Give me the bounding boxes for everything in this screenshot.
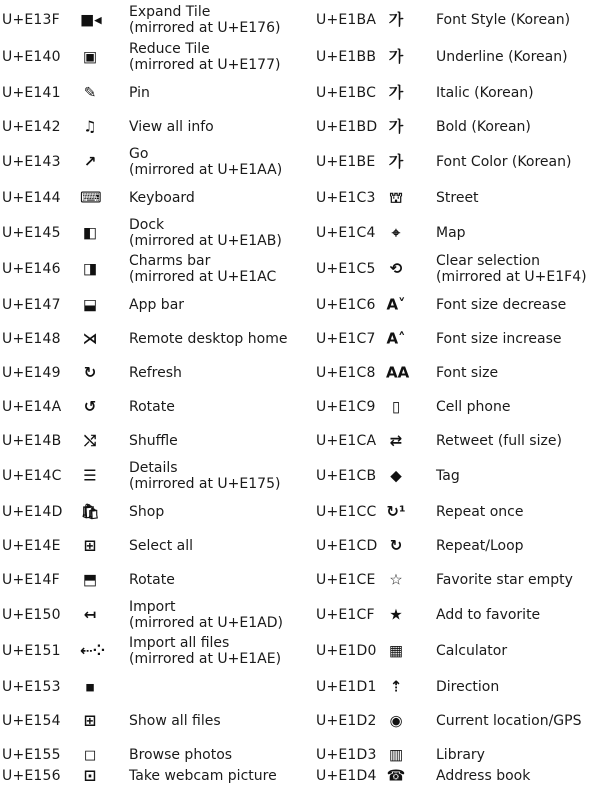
glyph-table-row [0,252,300,286]
glyph-description [436,768,530,784]
glyph-description [436,154,571,170]
codepoint-label: U+E14D [2,504,63,520]
glyph-table-row [314,670,600,704]
glyph-description [436,190,479,206]
codepoint-label: U+E142 [2,119,61,135]
codepoint-label: U+E1BB [316,49,377,65]
font-color-korean-icon: 가 [388,152,404,171]
glyph-table-row [314,322,600,356]
description-line-1: Select all [129,538,193,554]
glyph-description [436,365,498,381]
description-line-1: Dock [129,217,165,233]
map-icon: ⌖ [391,223,401,242]
description-line-1: Add to favorite [436,607,541,623]
description-line-1: App bar [129,297,185,313]
browse-photos-icon: ◻ [83,745,97,764]
description-line-1: Details [129,460,178,476]
current-location-icon: ◉ [389,711,403,730]
codepoint-label: U+E1BE [316,154,376,170]
description-line-1: Import [129,599,176,615]
codepoint-label: U+E144 [2,190,61,206]
description-line-2: (mirrored at U+E175) [129,476,281,492]
glyph-table-row [314,598,600,632]
go-arrow-icon: ↗ [83,152,97,171]
description-line-2: (mirrored at U+E177) [129,57,281,73]
description-line-1: Tag [436,468,460,484]
codepoint-label: U+E1BC [316,85,377,101]
view-all-info-icon: ♫ [83,117,97,136]
codepoint-label: U+E1D4 [316,768,377,784]
description-line-1: Keyboard [129,190,195,206]
codepoint-label: U+E141 [2,85,61,101]
codepoint-label: U+E1CE [316,572,376,588]
description-line-1: Library [436,747,485,763]
description-line-2: (mirrored at U+E1AA) [129,162,283,178]
codepoint-label: U+E1BD [316,119,378,135]
codepoint-label: U+E156 [2,768,61,784]
glyph-description [436,119,531,135]
codepoint-label: U+E1CD [316,538,378,554]
glyph-description [436,253,587,285]
dock-icon: ◧ [82,223,98,242]
glyph-table-row [0,495,300,529]
glyph-description [129,217,282,249]
codepoint-label: U+E1CA [316,433,377,449]
details-icon: ☰ [83,466,97,485]
codepoint-label: U+E1CF [316,607,375,623]
repeat-loop-icon: ↻ [389,536,403,555]
description-line-1: Current location/GPS [436,713,582,729]
codepoint-label: U+E147 [2,297,61,313]
glyph-table-row [0,216,300,250]
glyph-table-row [314,216,600,250]
app-bar-icon: ⬓ [82,295,98,314]
glyph-description [129,572,175,588]
description-line-1: Cell phone [436,399,511,415]
glyph-description [129,146,282,178]
description-line-1: Retweet (full size) [436,433,562,449]
codepoint-label: U+E154 [2,713,61,729]
shuffle-icon: ⤭ [83,431,96,450]
library-icon: ▥ [388,745,404,764]
glyph-table-row [0,634,300,668]
glyph-table-row [0,759,300,793]
select-all-icon: ⊞ [83,536,97,555]
description-line-1: Address book [436,768,531,784]
description-line-1: Shop [129,504,165,520]
glyph-table-row [314,356,600,390]
glyph-description [436,331,562,347]
codepoint-label: U+E13F [2,12,60,28]
description-line-1: Go [129,146,149,162]
glyph-table-row [314,529,600,563]
codepoint-label: U+E146 [2,261,61,277]
codepoint-label: U+E148 [2,331,61,347]
favorite-star-empty-icon: ☆ [389,570,403,589]
font-size-icon: AA [386,363,410,382]
glyph-table-row [0,40,300,74]
clear-selection-icon: ⟲ [389,259,403,278]
glyph-table-row [314,181,600,215]
description-line-1: Remote desktop home [129,331,288,347]
glyph-description [436,433,562,449]
glyph-description [129,433,178,449]
codepoint-label: U+E153 [2,679,61,695]
glyph-table-row [0,704,300,738]
codepoint-label: U+E1CB [316,468,377,484]
small-square-icon: ▪ [84,677,96,696]
codepoint-label: U+E1D3 [316,747,377,763]
description-line-1: Bold (Korean) [436,119,531,135]
description-line-1: Direction [436,679,500,695]
pin-icon: ✎ [83,83,97,102]
glyph-description [436,225,466,241]
glyph-description [436,399,510,415]
description-line-1: Shuffle [129,433,178,449]
underline-korean-icon: 가 [388,47,404,66]
glyph-description [129,713,221,729]
description-line-1: Underline (Korean) [436,49,568,65]
description-line-2: (mirrored at U+E1AC [129,269,277,285]
tag-icon: ◆ [390,466,402,485]
import-icon: ↤ [83,605,97,624]
codepoint-label: U+E1C7 [316,331,376,347]
glyph-description [129,190,195,206]
codepoint-label: U+E1C6 [316,297,376,313]
import-all-files-icon: ⇠⁘ [80,641,106,660]
remote-desktop-home-icon: ⋊ [82,329,98,348]
codepoint-label: U+E14E [2,538,61,554]
description-line-1: Take webcam picture [129,768,277,784]
description-line-2: (mirrored at U+E1AD) [129,615,283,631]
show-all-files-icon: ⊞ [83,711,97,730]
glyph-description [129,41,280,73]
description-line-1: Browse photos [129,747,233,763]
description-line-1: Italic (Korean) [436,85,534,101]
description-line-2: (mirrored at U+E176) [129,20,281,36]
glyph-description [129,85,150,101]
codepoint-label: U+E1C8 [316,365,376,381]
bold-korean-icon: 가 [388,117,404,136]
glyph-description [129,297,184,313]
glyph-table-row [0,424,300,458]
glyph-description [129,4,280,36]
glyph-description [436,468,460,484]
codepoint-label: U+E1D0 [316,643,377,659]
font-style-korean-icon: 가 [388,10,404,29]
glyph-description [436,297,566,313]
glyph-table-row [314,704,600,738]
glyph-description [129,253,276,285]
expand-tile-icon: ■◂ [80,10,102,29]
glyph-table-row [0,322,300,356]
glyph-table-row [0,3,300,37]
codepoint-label: U+E150 [2,607,61,623]
description-line-1: Street [436,190,479,206]
glyph-table-row [314,563,600,597]
glyph-description [129,331,287,347]
street-icon: ⛫ [389,188,403,207]
glyph-table-row [314,459,600,493]
add-to-favorite-icon: ★ [389,605,403,624]
calculator-icon: ▦ [388,641,404,660]
glyph-table-row [314,759,600,793]
codepoint-label: U+E1D2 [316,713,377,729]
webcam-icon: ⊡ [83,766,97,785]
glyph-description [436,679,499,695]
glyph-table-row [0,563,300,597]
glyph-description [129,635,281,667]
glyph-description [129,365,182,381]
codepoint-label: U+E1C4 [316,225,376,241]
keyboard-icon: ⌨ [80,188,102,207]
glyph-table-row [314,288,600,322]
glyph-table-row [0,181,300,215]
glyph-table-row [314,110,600,144]
font-size-decrease-icon: A˅ [386,295,406,314]
glyph-description [436,607,540,623]
codepoint-label: U+E1C3 [316,190,376,206]
codepoint-label: U+E14C [2,468,62,484]
cell-phone-icon: ▯ [391,397,401,416]
glyph-table-row [314,390,600,424]
glyph-table-row [0,670,300,704]
description-line-1: Pin [129,85,150,101]
description-line-2: (mirrored at U+E1F4) [436,269,587,285]
italic-korean-icon: 가 [388,83,404,102]
description-line-2: (mirrored at U+E1AE) [129,651,282,667]
glyph-table-row [314,495,600,529]
description-line-1: Repeat once [436,504,524,520]
glyph-table-row [0,529,300,563]
description-line-1: Calculator [436,643,508,659]
left-column [0,0,300,790]
description-line-1: Font size [436,365,499,381]
description-line-1: Show all files [129,713,221,729]
codepoint-label: U+E151 [2,643,61,659]
codepoint-label: U+E1D1 [316,679,377,695]
codepoint-label: U+E1CC [316,504,377,520]
rotate-icon: ↺ [83,397,97,416]
glyph-description [129,538,193,554]
reduce-tile-icon: ▣ [82,47,98,66]
glyph-table-row [314,424,600,458]
glyph-table-row [0,356,300,390]
glyph-description [129,399,175,415]
codepoint-label: U+E143 [2,154,61,170]
direction-icon: ⇡ [389,677,403,696]
glyph-table-row [0,459,300,493]
codepoint-label: U+E14F [2,572,60,588]
description-line-1: Import all files [129,635,230,651]
description-line-1: Rotate [129,399,175,415]
description-line-1: Clear selection [436,253,540,269]
glyph-table-row [314,3,600,37]
glyph-description [436,572,573,588]
charms-bar-icon: ◨ [82,259,98,278]
description-line-1: Font size decrease [436,297,567,313]
description-line-1: Font Color (Korean) [436,154,572,170]
description-line-1: Refresh [129,365,182,381]
description-line-1: View all info [129,119,214,135]
glyph-table-row [314,76,600,110]
glyph-table-row [0,145,300,179]
description-line-1: Expand Tile [129,4,211,20]
description-line-1: Repeat/Loop [436,538,524,554]
codepoint-label: U+E14A [2,399,62,415]
description-line-1: Font Style (Korean) [436,12,571,28]
codepoint-label: U+E155 [2,747,61,763]
codepoint-label: U+E1BA [316,12,377,28]
glyph-table-row [314,145,600,179]
glyph-table-row [314,40,600,74]
glyph-description [436,538,524,554]
codepoint-label: U+E145 [2,225,61,241]
font-size-increase-icon: A˄ [386,329,406,348]
glyph-description [436,504,523,520]
glyph-description [129,768,277,784]
rotate-camera-icon: ⬒ [82,570,98,589]
description-line-1: Favorite star empty [436,572,573,588]
glyph-description [436,85,534,101]
description-line-1: Reduce Tile [129,41,210,57]
description-line-1: Font size increase [436,331,562,347]
glyph-description [436,49,568,65]
codepoint-label: U+E1C9 [316,399,376,415]
glyph-table-row [0,390,300,424]
glyph-table-row [0,288,300,322]
glyph-table-row [314,252,600,286]
codepoint-label: U+E1C5 [316,261,376,277]
description-line-2: (mirrored at U+E1AB) [129,233,282,249]
refresh-icon: ↻ [83,363,97,382]
codepoint-label: U+E140 [2,49,61,65]
glyph-table-row [314,634,600,668]
codepoint-label: U+E14B [2,433,62,449]
repeat-once-icon: ↻¹ [386,502,406,521]
right-column [314,0,600,790]
retweet-icon: ⇄ [389,431,403,450]
glyph-description [129,504,164,520]
glyph-description [129,460,280,492]
glyph-table-row [0,598,300,632]
description-line-1: Charms bar [129,253,211,269]
glyph-description [129,599,283,631]
address-book-icon: ☎ [386,766,406,785]
glyph-description [129,119,214,135]
shop-icon: 🛍 [80,502,100,521]
codepoint-label: U+E149 [2,365,61,381]
glyph-table-row [0,76,300,110]
glyph-description [436,12,570,28]
glyph-description [436,643,507,659]
description-line-1: Map [436,225,466,241]
description-line-1: Rotate [129,572,175,588]
glyph-description [436,713,581,729]
glyph-table-row [0,110,300,144]
